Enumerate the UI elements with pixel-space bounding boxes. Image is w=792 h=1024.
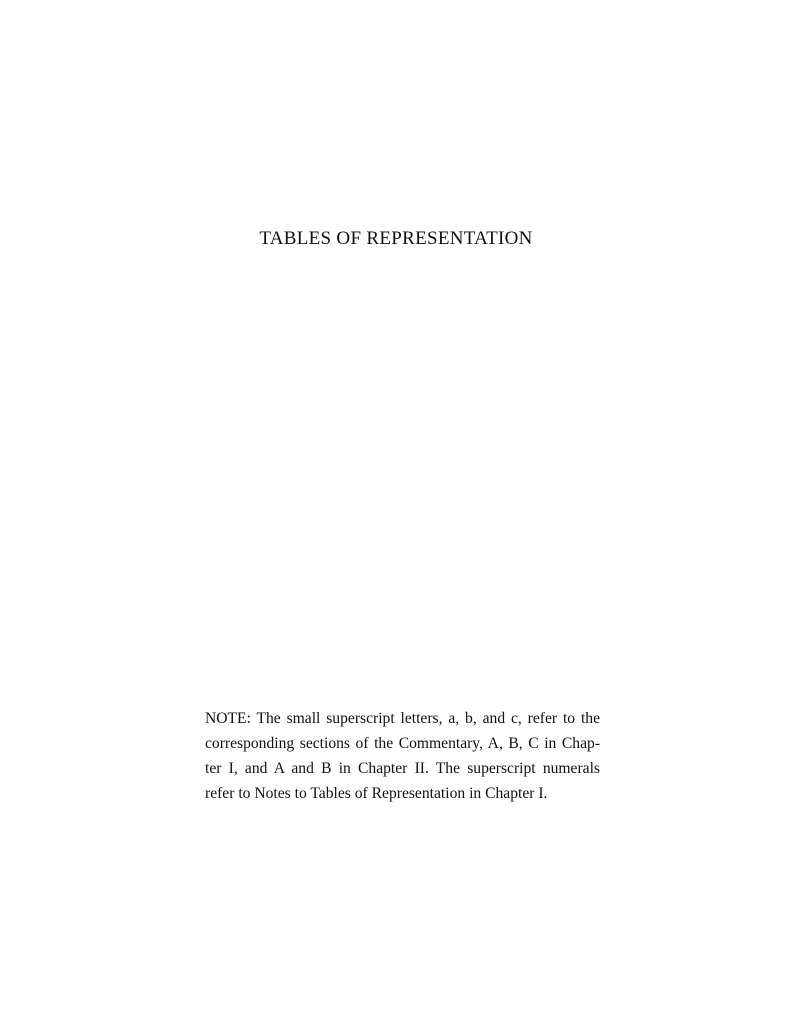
page-title: TABLES OF REPRESENTATION	[259, 228, 533, 249]
note-paragraph	[205, 706, 600, 806]
note-line: refer to Notes to Tables of Representation in Chapter I.	[205, 785, 548, 802]
note-line: NOTE: The small superscript letters, a, b, and c, refer to the	[205, 710, 600, 727]
note-line: corresponding sections of the Commentary, A, B, C in Chap-	[205, 735, 600, 752]
note-line: ter I, and A and B in Chapter II. The superscript numerals	[205, 760, 600, 777]
